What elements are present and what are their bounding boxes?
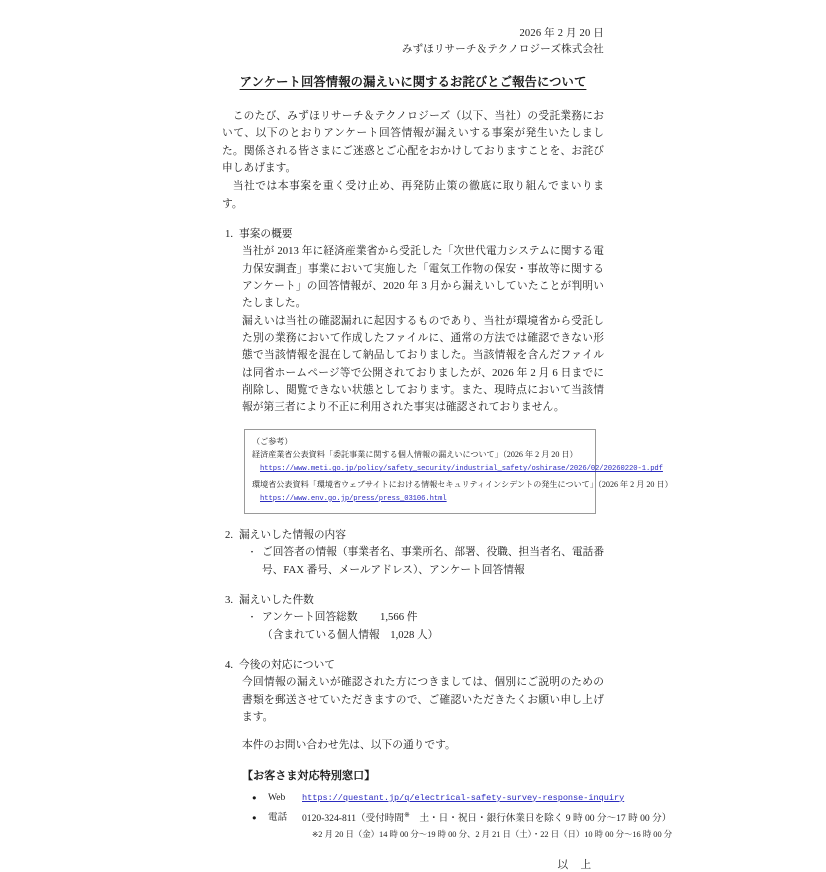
section-4-number: 4. [225,658,234,671]
section-1-paragraph-2: 漏えいは当社の確認漏れに起因するものであり、当社が環境省から受託した別の業務において作成したファイルに、通常の方法では確認できない形態で当該情報を混在して納品しておりました。当該情報を含んだファイルは同省ホームページ等で公開されておりましたが、2026 年 2 月 6 日までに削除し、閲覧できない状態としております。また、現時点において当該情報が第三者により不正に利用された事実は確認されておりません。 [242,314,604,414]
document-closing: 以 上 [557,859,596,872]
contact-tel-number: 0120-324-811（受付時間 [302,813,404,825]
contact-web-link[interactable]: https://questant.jp/q/electrical-safety-survey-response-inquiry [302,792,625,803]
section-3-number: 3. [225,594,234,606]
intro-paragraphs [222,108,604,213]
contact-list [252,790,673,842]
contact-tel-note: 2 月 20 日（金）14 時 00 分〜19 時 00 分、2 月 21 日（土）・22 日（日）10 時 00 分〜16 時 00 分 [318,829,673,839]
section-3-title: 漏えいした件数 [239,594,314,606]
reference-box [244,429,673,514]
count-value: 1,566 件 [380,611,418,624]
section-2-number: 2. [225,529,234,542]
contact-web-label: Web [268,791,286,803]
section-3-list [242,609,604,644]
section-future-response [222,657,604,755]
section-1-body [242,243,604,416]
bullet-circle-icon: ● [252,792,257,802]
reference-item-2-text: 環境省公表資料「環境省ウェブサイトにおける情報セキュリティインシデントの発生について」（2026 年 2 月 20 日） [252,479,673,489]
contact-tel-footnote-mark: ※ [403,810,410,819]
bullet-dot-icon: ・ [247,547,257,558]
contact-tel-hours: 土・日・祝日・銀行休業日を除く 9 時 00 分〜17 時 00 分） [409,813,672,825]
intro-paragraph-2: 当社では本事案を重く受け止め、再発防止策の徹底に取り組んでまいります。 [222,180,604,210]
reference-label: （ご参考） [252,436,293,446]
count-row [262,609,604,626]
section-4-paragraph-2: 本件のお問い合わせ先は、以下の通りです。 [242,739,456,752]
section-4-title: 今後の対応について [239,658,335,671]
intro-paragraph-1: このたび、みずほリサーチ＆テクノロジーズ（以下、当社）の受託業務において、以下のとおりアンケート回答情報が漏えいする事案が発生いたしました。関係される皆さまにご迷惑とご心配をおかけしておりますことを、お詫び申しあげます。 [222,109,604,174]
list-item [242,544,604,579]
count-label: アンケート回答総数 [262,611,358,624]
section-4-body [242,674,604,754]
document-body [222,26,673,872]
section-4-heading [222,657,604,674]
section-2-title: 漏えいした情報の内容 [239,529,346,542]
section-2-list-text: ご回答者の情報（事業者名、事業所名、部署、役職、担当者名、電話番号、FAX 番号、メールアドレス）、アンケート回答情報 [262,546,605,576]
contact-heading: 【お客さま対応特別窓口】 [242,769,376,782]
contact-row-web [252,790,625,806]
section-incident-overview [222,226,604,417]
section-leaked-information [222,527,604,579]
section-2-heading [222,527,604,544]
section-1-paragraph-1: 当社が 2013 年に経済産業省から受託した「次世代電力システムに関する電力保安調査」事業において実施した「電気工作物の保安・事故等に関するアンケート」の回答情報が、2020 年 3 月から漏えいしていたことが判明いたしました。 [242,245,604,310]
reference-item-1-text: 経済産業省公表資料「委託事業に関する個人情報の漏えいについて」（2026 年 2 月 20 日） [252,450,578,460]
contact-tel-note-line [312,828,672,841]
section-leaked-count [222,592,604,644]
contact-note-mark: ※ [312,829,319,839]
section-1-heading [222,226,604,243]
document-header [222,26,604,59]
document-date: 2026 年 2 月 20 日 [519,28,604,39]
bullet-dot-icon: ・ [247,612,257,623]
section-4-paragraph-1: 今回情報の漏えいが確認された方につきましては、個別にご説明のための書類を郵送させていただきますので、ご確認いただきたくお願い申し上げます。 [242,676,604,723]
list-item [242,609,604,626]
contact-tel-label: 電話 [268,811,288,823]
count-subnote: （含まれている個人情報 1,028 人） [262,628,439,641]
issuing-company: みずほリサーチ＆テクノロジーズ株式会社 [401,44,604,56]
section-2-list [242,544,604,579]
reference-item-2-link[interactable]: https://www.env.go.jp/press/press_03106.html [260,494,447,503]
contact-tel-line [302,810,672,827]
bullet-circle-icon: ● [252,812,257,822]
section-3-heading [222,592,604,609]
contact-row-tel [252,810,673,841]
section-1-title: 事案の概要 [239,227,293,240]
reference-item-1-link[interactable]: https://www.meti.go.jp/policy/safety_security/industrial_safety/oshirase/2026/02/20260220-1.pdf [260,465,663,474]
section-1-number: 1. [225,227,234,240]
document-title: アンケート回答情報の漏えいに関するお詫びとご報告について [239,74,587,89]
